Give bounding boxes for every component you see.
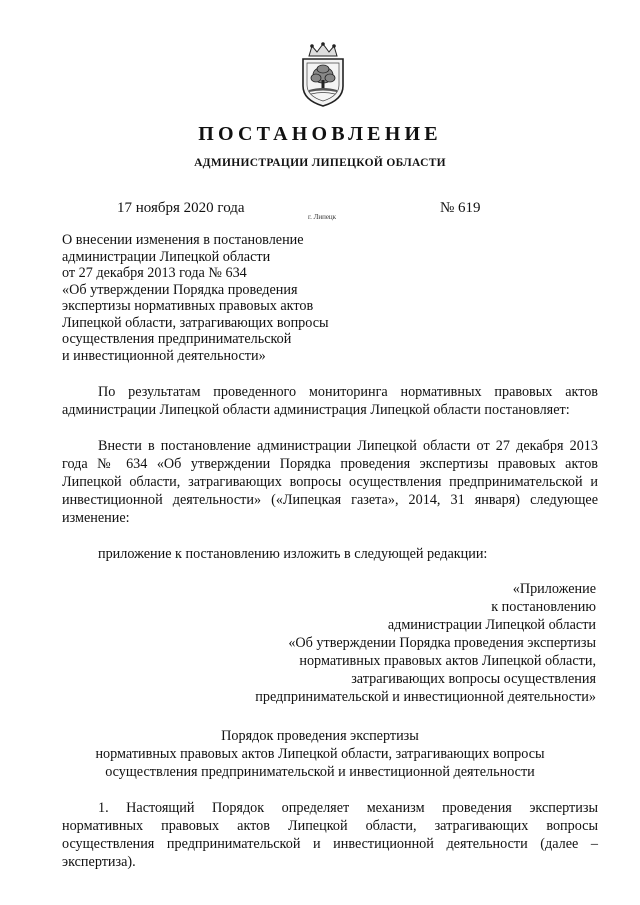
subject-line: от 27 декабря 2013 года № 634 — [62, 265, 247, 281]
order-title — [40, 727, 600, 781]
order-clause-1: 1. Настоящий Порядок определяет механизм проведения экспертизы нормативных правовых актов Липецкой области, затрагивающих вопросы осуществления предпринимательской и инвестиционной деятельности (далее – экспертиза). — [62, 800, 598, 870]
subject-line: администрации Липецкой области — [62, 248, 271, 265]
order-title-line: нормативных правовых актов Липецкой области, затрагивающих вопросы — [95, 746, 545, 762]
issuing-authority: АДМИНИСТРАЦИИ ЛИПЕЦКОЙ ОБЛАСТИ — [194, 157, 446, 169]
annex-line: к постановлению — [491, 599, 596, 615]
annex-line: «Приложение — [512, 581, 596, 597]
body-paragraph-preamble: По результатам проведенного мониторинга нормативных правовых актов администрации Липецкой области администрация Липецкой области постановляет: — [62, 384, 598, 418]
order-title-line: осуществления предпринимательской и инвестиционной деятельности — [105, 764, 535, 780]
annex-line: «Об утверждении Порядка проведения экспертизы — [288, 635, 596, 651]
subject-line: и инвестиционной деятельности» — [62, 347, 266, 364]
order-title-line: Порядок проведения экспертизы — [221, 728, 419, 744]
subject-line: О внесении изменения в постановление — [62, 232, 304, 248]
document-city: г. Липецк — [308, 213, 337, 221]
annex-line: предпринимательской и инвестиционной деятельности» — [255, 689, 596, 705]
annex-line: администрации Липецкой области — [387, 617, 596, 633]
subject-line: осуществления предпринимательской — [62, 331, 292, 347]
coat-of-arms-icon — [299, 42, 347, 108]
annex-line: затрагивающих вопросы осуществления — [351, 671, 596, 687]
document-date: 17 ноября 2020 года — [117, 200, 245, 216]
body-paragraph-amendment: Внести в постановление администрации Липецкой области от 27 декабря 2013 года № 634 «Об утверждении Порядка проведения экспертизы правовых актов Липецкой области, затрагивающих вопросы осуществления предпринимательской и инвестиционной деятельности» («Липецкая газета», 2014, 31 января) следующее изменение: — [62, 438, 598, 526]
body-paragraph-instruction: приложение к постановлению изложить в следующей редакции: — [98, 546, 488, 562]
annex-line: нормативных правовых актов Липецкой области, — [299, 653, 596, 669]
subject-line: Липецкой области, затрагивающих вопросы — [62, 314, 329, 331]
document-type-title: ПОСТАНОВЛЕНИЕ — [198, 123, 442, 145]
document-subject — [62, 232, 382, 364]
document-number: № 619 — [440, 200, 481, 216]
annex-header — [255, 580, 596, 706]
subject-line: «Об утверждении Порядка проведения — [62, 281, 298, 298]
subject-line: экспертизы нормативных правовых актов — [62, 298, 314, 314]
